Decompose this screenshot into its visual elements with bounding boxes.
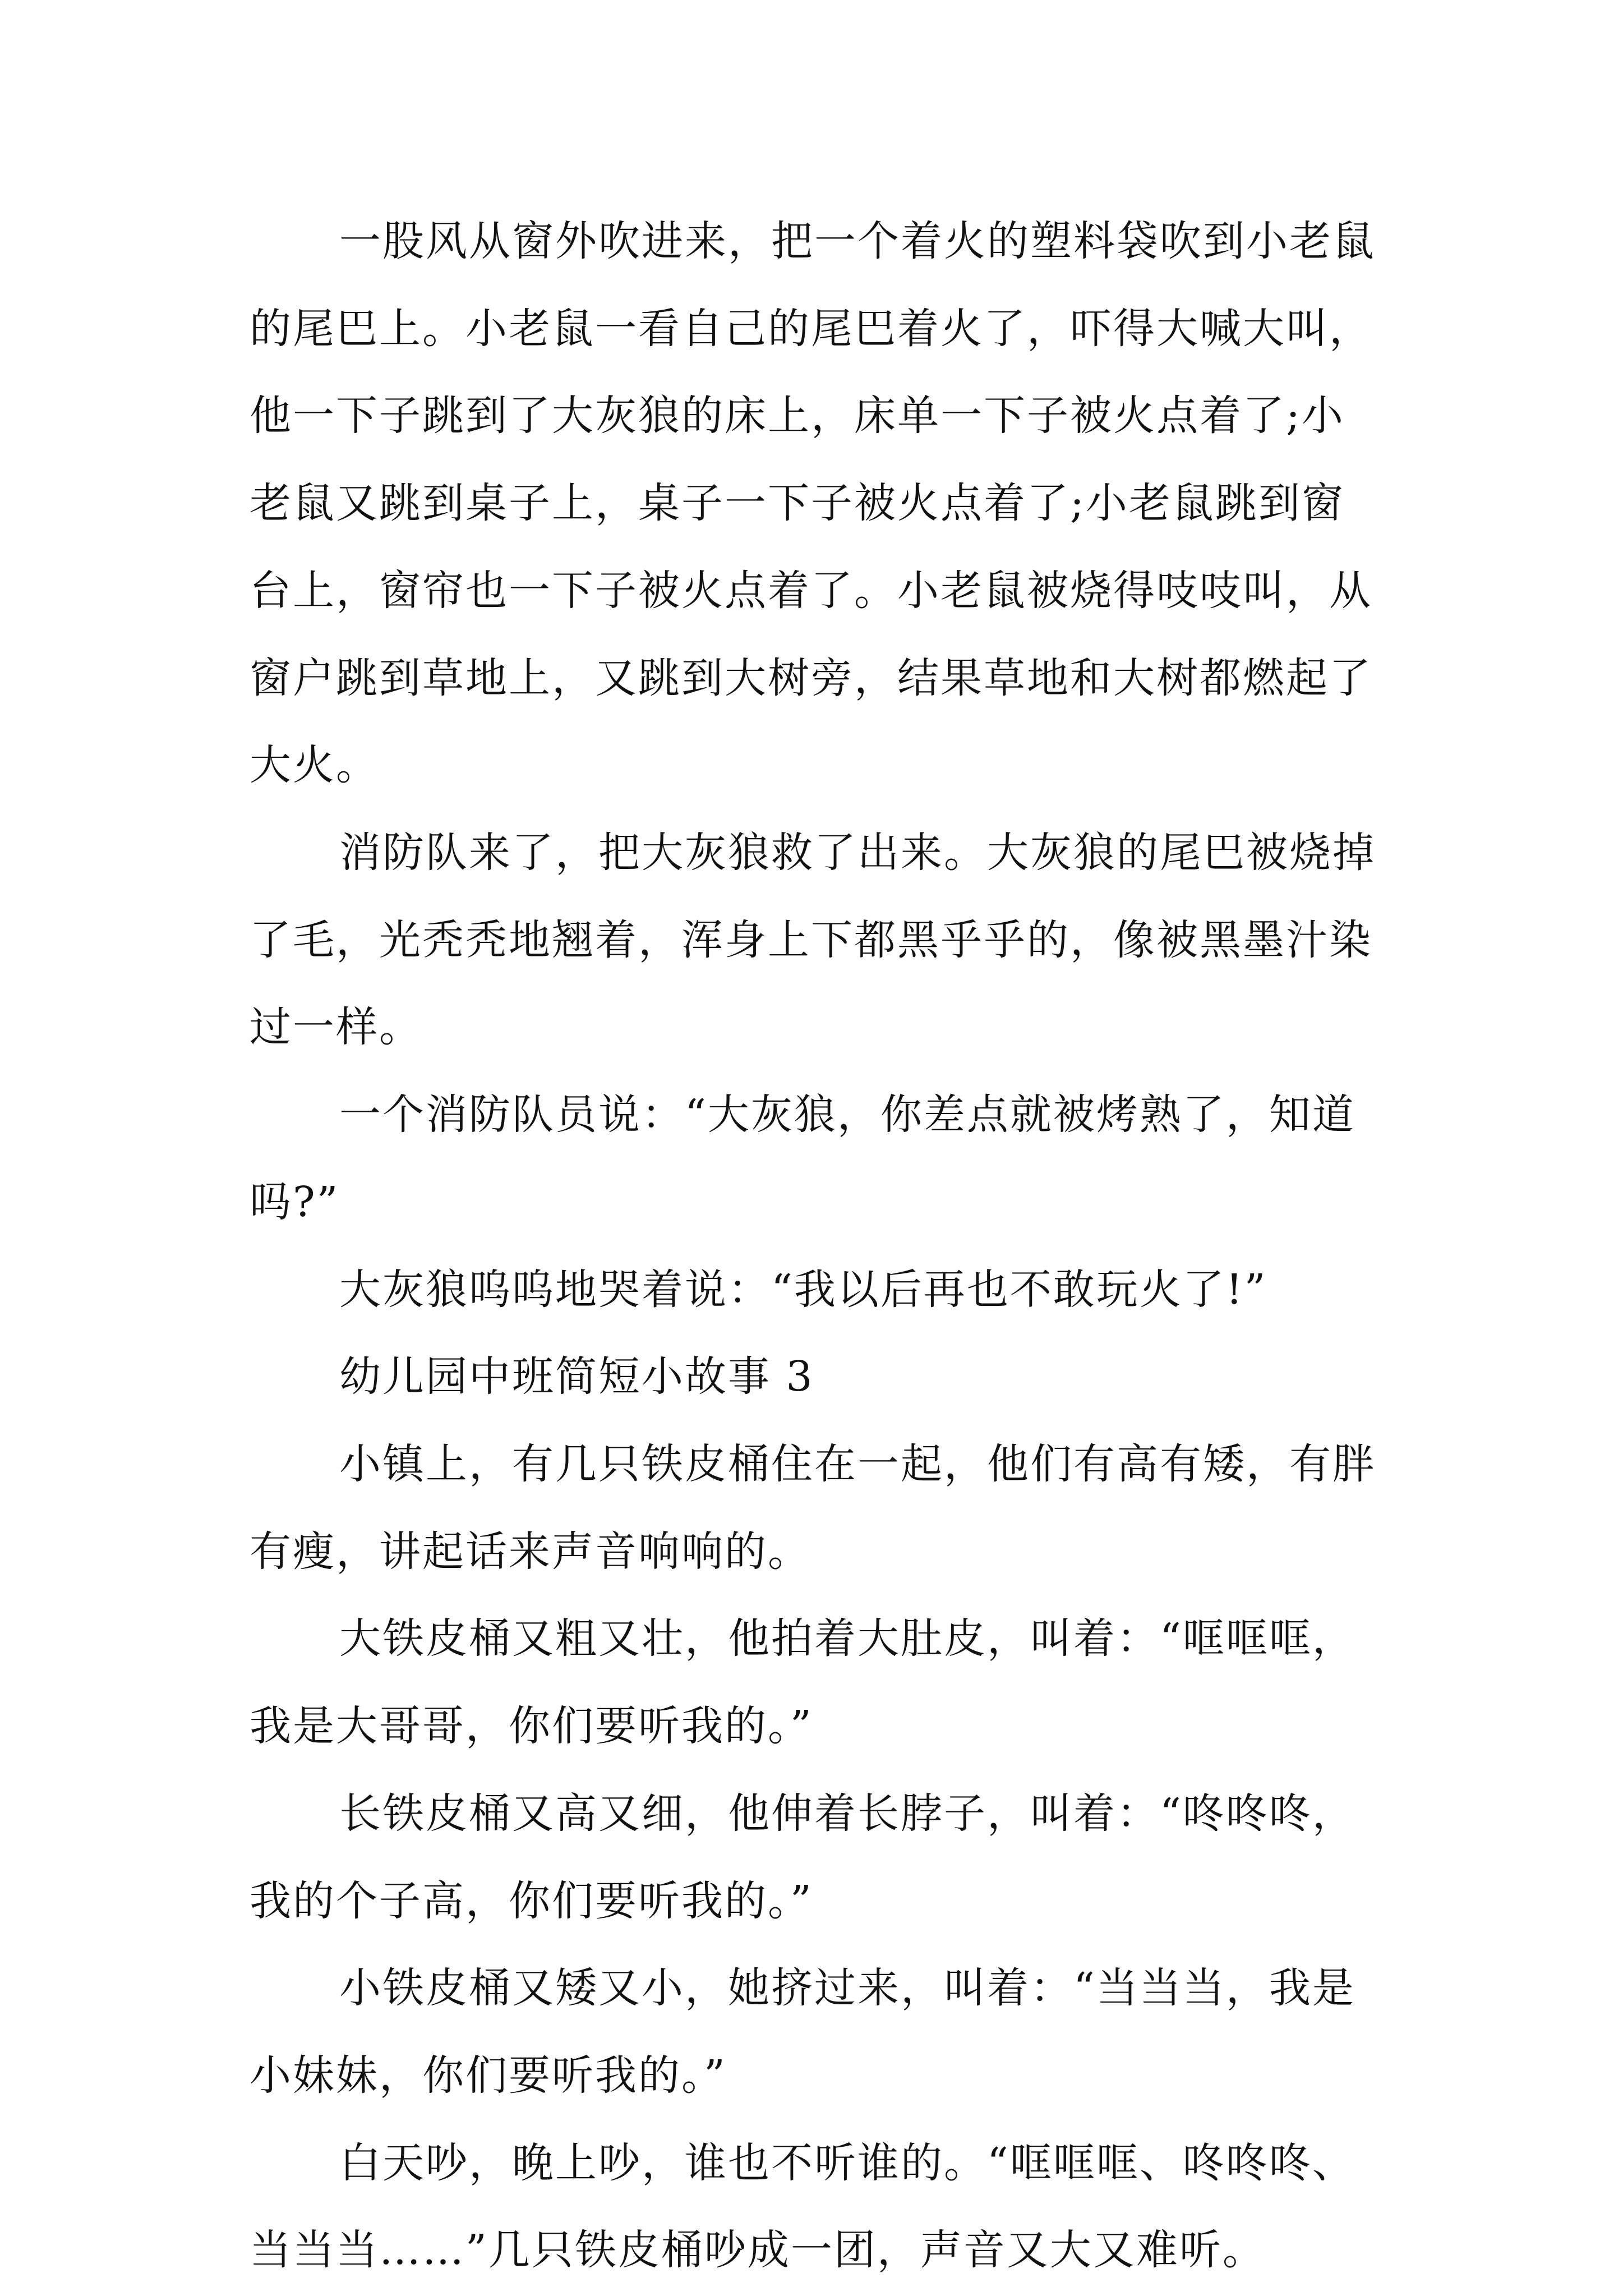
text-line: 窗户跳到草地上，又跳到大树旁，结果草地和大树都燃起了 xyxy=(250,654,1372,702)
text-line: 长铁皮桶又高又细，他伸着长脖子，叫着：“咚咚咚， xyxy=(339,1789,1355,1838)
text-line: 小镇上，有几只铁皮桶住在一起，他们有高有矮，有胖 xyxy=(339,1440,1376,1488)
text-line: 了毛，光秃秃地翘着，浑身上下都黑乎乎的，像被黑墨汁染 xyxy=(250,916,1372,964)
text-line: 他一下子跳到了大灰狼的床上，床单一下子被火点着了;小 xyxy=(250,392,1345,440)
text-line: 老鼠又跳到桌子上，桌子一下子被火点着了;小老鼠跳到窗 xyxy=(250,479,1345,527)
text-line: 大火。 xyxy=(250,741,379,789)
text-line: 一个消防队员说：“大灰狼，你差点就被烤熟了，知道 xyxy=(339,1091,1355,1139)
text-line: 小铁皮桶又矮又小，她挤过来，叫着：“当当当，我是 xyxy=(339,1964,1355,2012)
text-line: 大铁皮桶又粗又壮，他拍着大肚皮，叫着：“哐哐哐， xyxy=(339,1614,1355,1663)
text-line: 我的个子高，你们要听我的。” xyxy=(250,1877,813,1925)
section-heading: 幼儿园中班简短小故事 3 xyxy=(339,1352,814,1401)
text-line: 我是大哥哥，你们要听我的。” xyxy=(250,1702,813,1750)
text-line: 大灰狼呜呜地哭着说：“我以后再也不敢玩火了!” xyxy=(339,1266,1267,1314)
text-line: 台上，窗帘也一下子被火点着了。小老鼠被烧得吱吱叫，从 xyxy=(250,567,1372,615)
text-line: 小妹妹，你们要听我的。” xyxy=(250,2051,727,2100)
text-line: 有瘦，讲起话来声音响响的。 xyxy=(250,1527,811,1576)
text-line: 吗?” xyxy=(250,1178,340,1226)
text-line: 的尾巴上。小老鼠一看自己的尾巴着火了，吓得大喊大叫， xyxy=(250,305,1372,353)
text-line: 一股风从窗外吹进来，把一个着火的塑料袋吹到小老鼠 xyxy=(339,217,1376,265)
text-line: 消防队来了，把大灰狼救了出来。大灰狼的尾巴被烧掉 xyxy=(339,829,1376,877)
text-line: 当当当……”几只铁皮桶吵成一团，声音又大又难听。 xyxy=(250,2226,1266,2274)
text-line: 过一样。 xyxy=(250,1003,422,1051)
text-line: 白天吵，晚上吵，谁也不听谁的。“哐哐哐、咚咚咚、 xyxy=(339,2139,1355,2187)
